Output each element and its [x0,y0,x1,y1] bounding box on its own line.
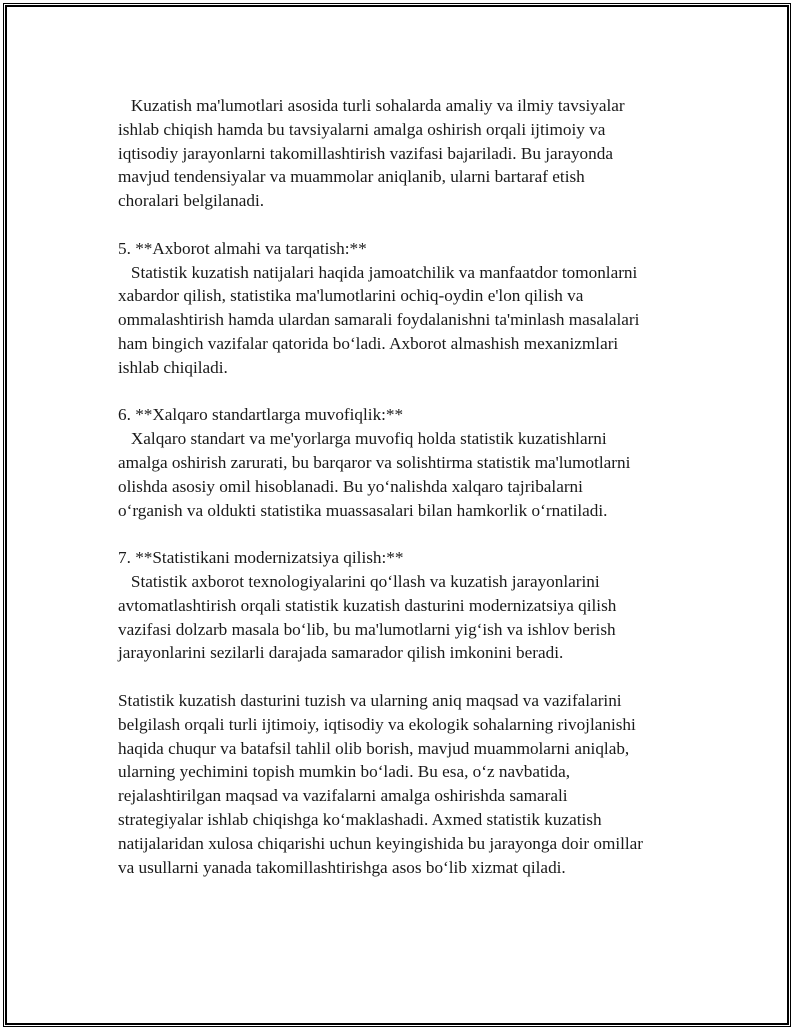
section-6-international-standards [118,403,698,522]
text-line: avtomatlashtirish orqali statistik kuzatish dasturini modernizatsiya qilish [118,595,617,615]
text-line: jarayonlarini sezilarli darajada samarador qilish imkonini beradi. [118,643,564,663]
text-line: natijalaridan xulosa chiqarishi uchun keyingishida bu jarayonga doir omillar [118,833,644,853]
text-line: olishda asosiy omil hisoblanadi. Bu yo‘nalishda xalqaro tajribalarni [118,476,583,496]
section-heading: 6. **Xalqaro standartlarga muvofiqlik:** [118,405,404,425]
text-line: Xalqaro standart va me'yorlarga muvofiq holda statistik kuzatishlarni [118,429,607,449]
text-line: ommalashtirish hamda ulardan samarali foydalanishni ta'minlash masalalari [118,310,640,330]
text-line: ham bingich vazifalar qatorida bo‘ladi. Axborot almashish mexanizmlari [118,333,619,353]
text-line: Statistik axborot texnologiyalarini qo‘llash va kuzatish jarayonlarini [118,571,600,591]
text-line: choralari belgilanadi. [118,191,265,211]
text-line: vazifasi dolzarb masala bo‘lib, bu ma'lumotlarni yig‘ish va ishlov berish [118,619,616,639]
paragraph-gap [118,213,698,237]
text-line: ishlab chiqish hamda bu tavsiyalarni amalga oshirish orqali ijtimoiy va [118,119,606,139]
text-line: strategiyalar ishlab chiqishga ko‘maklashadi. Axmed statistik kuzatish [118,809,602,829]
text-line: haqida chuqur va batafsil tahlil olib borish, mavjud muammolarni aniqlab, [118,738,630,758]
text-line: ularning yechimini topish mumkin bo‘ladi. Bu esa, o‘z navbatida, [118,762,571,782]
text-line: Statistik kuzatish natijalari haqida jamoatchilik va manfaatdor tomonlarni [118,262,638,282]
text-line: va usullarni yanada takomillashtirishga asos bo‘lib xizmat qiladi. [118,857,566,877]
paragraph-conclusion [118,689,698,879]
text-line: ishlab chiqiladi. [118,357,228,377]
text-line: mavjud tendensiyalar va muammolar aniqlanib, ularni bartaraf etish [118,167,585,187]
text-line: belgilash orqali turli ijtimoiy, iqtisodiy va ekologik sohalarning rivojlanishi [118,714,636,734]
document-body [118,94,698,879]
paragraph-observation-results [118,94,698,213]
text-line: Statistik kuzatish dasturini tuzish va ularning aniq maqsad va vazifalarini [118,690,622,710]
section-7-modernization [118,546,698,665]
paragraph-gap [118,522,698,546]
section-5-information-exchange [118,237,698,380]
section-heading: 5. **Axborot almahi va tarqatish:** [118,238,367,258]
text-line: o‘rganish va oldukti statistika muassasalari bilan hamkorlik o‘rnatiladi. [118,500,608,520]
paragraph-gap [118,380,698,404]
text-line: rejalashtirilgan maqsad va vazifalarni amalga oshirishda samarali [118,786,568,806]
paragraph-gap [118,665,698,689]
section-heading: 7. **Statistikani modernizatsiya qilish:** [118,548,404,568]
text-line: Kuzatish ma'lumotlari asosida turli sohalarda amaliy va ilmiy tavsiyalar [118,96,625,115]
text-line: amalga oshirish zarurati, bu barqaror va solishtirma statistik ma'lumotlarni [118,452,631,472]
text-line: iqtisodiy jarayonlarni takomillashtirish vazifasi bajariladi. Bu jarayonda [118,143,613,163]
text-line: xabardor qilish, statistika ma'lumotlarini ochiq-oydin e'lon qilish va [118,286,584,306]
